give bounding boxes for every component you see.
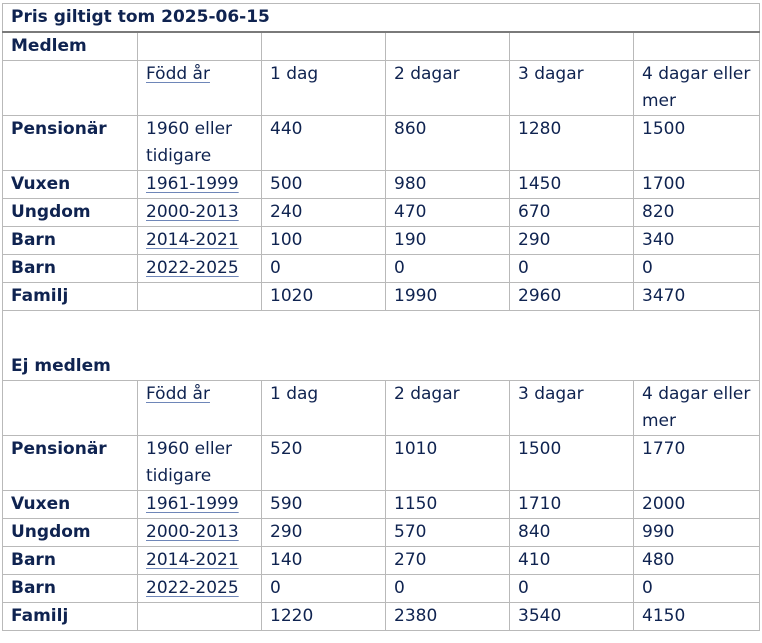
price-cell: 1710 xyxy=(510,491,634,519)
table-row xyxy=(3,283,760,311)
table-row xyxy=(3,227,760,255)
born-cell[interactable]: 2014-2021 xyxy=(138,547,262,575)
price-cell: 1280 xyxy=(510,116,634,171)
price-cell: 1150 xyxy=(386,491,510,519)
price-cell: 1700 xyxy=(634,171,760,199)
price-cell: 0 xyxy=(386,575,510,603)
price-cell: 2000 xyxy=(634,491,760,519)
category-cell: Vuxen xyxy=(3,491,138,519)
price-cell: 520 xyxy=(262,436,386,491)
price-cell: 980 xyxy=(386,171,510,199)
day-1-header: 1 dag xyxy=(262,61,386,116)
empty-cell xyxy=(3,61,138,116)
empty-cell xyxy=(386,32,510,61)
category-cell: Barn xyxy=(3,227,138,255)
category-cell: Barn xyxy=(3,255,138,283)
day-3-header: 3 dagar xyxy=(510,61,634,116)
price-cell: 570 xyxy=(386,519,510,547)
price-cell: 1450 xyxy=(510,171,634,199)
price-cell: 0 xyxy=(510,575,634,603)
table-row xyxy=(3,255,760,283)
price-cell: 0 xyxy=(634,575,760,603)
price-cell: 410 xyxy=(510,547,634,575)
column-header-row xyxy=(3,381,760,436)
day-4-header: 4 dagar eller mer xyxy=(634,381,760,436)
born-cell[interactable]: 2000-2013 xyxy=(138,519,262,547)
price-cell: 1020 xyxy=(262,283,386,311)
table-row xyxy=(3,547,760,575)
price-cell: 3540 xyxy=(510,603,634,631)
category-cell: Pensionär xyxy=(3,116,138,171)
price-cell: 0 xyxy=(262,255,386,283)
empty-cell xyxy=(3,381,138,436)
price-cell: 480 xyxy=(634,547,760,575)
category-cell: Vuxen xyxy=(3,171,138,199)
born-year-header[interactable]: Född år xyxy=(138,381,262,436)
section-title: Ej medlem xyxy=(3,311,760,381)
category-cell: Familj xyxy=(3,283,138,311)
category-cell: Ungdom xyxy=(3,199,138,227)
price-cell: 1770 xyxy=(634,436,760,491)
empty-cell xyxy=(510,32,634,61)
category-cell: Barn xyxy=(3,547,138,575)
empty-cell xyxy=(634,32,760,61)
price-cell: 0 xyxy=(262,575,386,603)
price-cell: 1220 xyxy=(262,603,386,631)
price-cell: 840 xyxy=(510,519,634,547)
price-table xyxy=(2,3,760,631)
table-row xyxy=(3,171,760,199)
born-cell: 1960 eller tidigare xyxy=(138,116,262,171)
empty-cell xyxy=(262,32,386,61)
price-cell: 2380 xyxy=(386,603,510,631)
price-cell: 1500 xyxy=(634,116,760,171)
category-cell: Ungdom xyxy=(3,519,138,547)
price-cell: 820 xyxy=(634,199,760,227)
empty-cell xyxy=(138,32,262,61)
category-cell: Barn xyxy=(3,575,138,603)
price-cell: 470 xyxy=(386,199,510,227)
price-cell: 0 xyxy=(510,255,634,283)
price-cell: 1010 xyxy=(386,436,510,491)
born-cell[interactable]: 2000-2013 xyxy=(138,199,262,227)
table-row xyxy=(3,603,760,631)
category-cell: Familj xyxy=(3,603,138,631)
born-cell xyxy=(138,283,262,311)
price-cell: 500 xyxy=(262,171,386,199)
table-row xyxy=(3,575,760,603)
table-row xyxy=(3,519,760,547)
born-cell[interactable]: 2022-2025 xyxy=(138,575,262,603)
price-cell: 1990 xyxy=(386,283,510,311)
table-row xyxy=(3,436,760,491)
price-cell: 0 xyxy=(386,255,510,283)
price-cell: 4150 xyxy=(634,603,760,631)
validity-row xyxy=(3,4,760,33)
born-year-header[interactable]: Född år xyxy=(138,61,262,116)
born-cell[interactable]: 1961-1999 xyxy=(138,171,262,199)
price-cell: 1500 xyxy=(510,436,634,491)
validity-text: Pris giltigt tom 2025-06-15 xyxy=(3,4,760,33)
born-cell[interactable]: 2014-2021 xyxy=(138,227,262,255)
price-cell: 340 xyxy=(634,227,760,255)
day-4-header: 4 dagar eller mer xyxy=(634,61,760,116)
price-cell: 440 xyxy=(262,116,386,171)
price-cell: 860 xyxy=(386,116,510,171)
section-title: Medlem xyxy=(3,32,138,61)
price-cell: 0 xyxy=(634,255,760,283)
table-row xyxy=(3,199,760,227)
price-cell: 3470 xyxy=(634,283,760,311)
table-row xyxy=(3,491,760,519)
table-row xyxy=(3,116,760,171)
price-cell: 190 xyxy=(386,227,510,255)
price-cell: 240 xyxy=(262,199,386,227)
category-cell: Pensionär xyxy=(3,436,138,491)
column-header-row xyxy=(3,61,760,116)
born-cell[interactable]: 2022-2025 xyxy=(138,255,262,283)
day-1-header: 1 dag xyxy=(262,381,386,436)
price-cell: 140 xyxy=(262,547,386,575)
born-cell xyxy=(138,603,262,631)
born-cell: 1960 eller tidigare xyxy=(138,436,262,491)
price-cell: 990 xyxy=(634,519,760,547)
section-heading-row xyxy=(3,311,760,381)
price-cell: 290 xyxy=(510,227,634,255)
price-cell: 270 xyxy=(386,547,510,575)
section-heading-row xyxy=(3,32,760,61)
born-cell[interactable]: 1961-1999 xyxy=(138,491,262,519)
day-3-header: 3 dagar xyxy=(510,381,634,436)
price-cell: 100 xyxy=(262,227,386,255)
price-cell: 290 xyxy=(262,519,386,547)
day-2-header: 2 dagar xyxy=(386,61,510,116)
price-cell: 670 xyxy=(510,199,634,227)
price-cell: 2960 xyxy=(510,283,634,311)
day-2-header: 2 dagar xyxy=(386,381,510,436)
price-cell: 590 xyxy=(262,491,386,519)
